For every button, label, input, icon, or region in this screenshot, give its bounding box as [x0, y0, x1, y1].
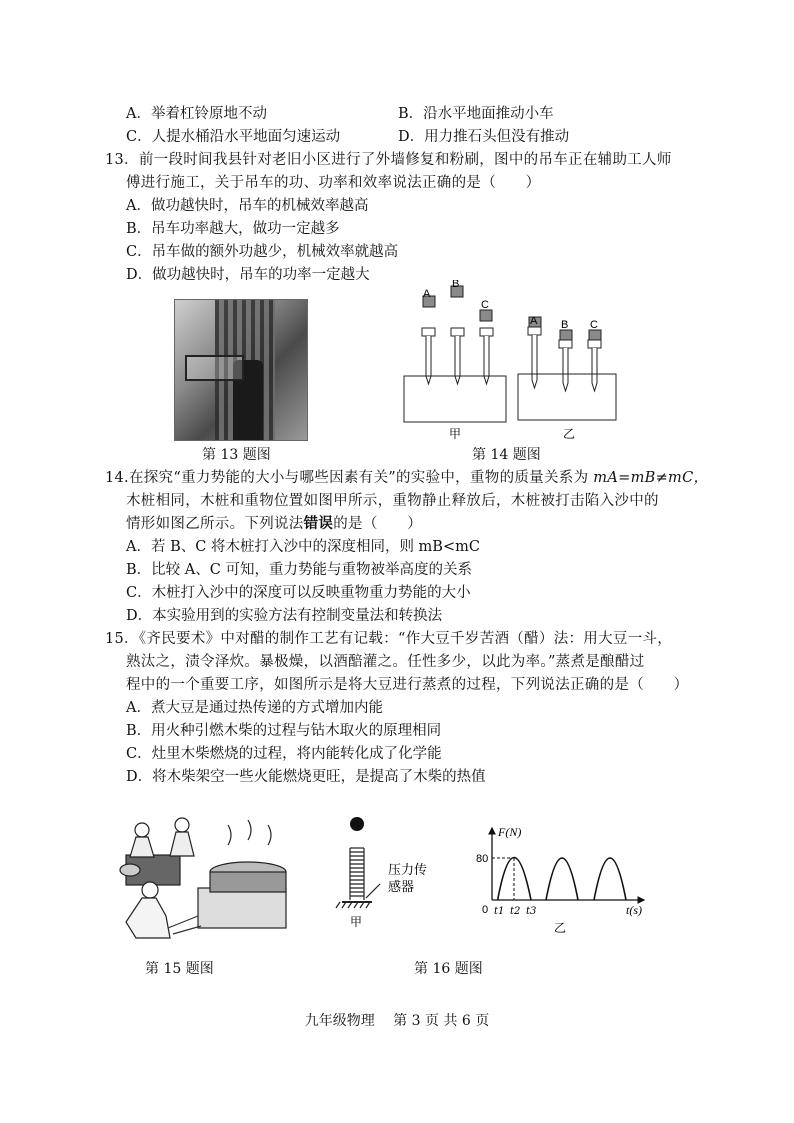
label-jia-14: 甲: [449, 427, 462, 441]
q15-option-c: C．灶里木柴燃烧的过程，将内能转化成了化学能: [126, 746, 442, 762]
force-curve-3: [594, 858, 626, 900]
label-jia-16: 甲: [350, 915, 363, 929]
y-value-80: 80: [476, 853, 489, 865]
label-b-jia: B: [452, 280, 460, 290]
weight-c-jia: [480, 310, 492, 321]
figure16-jia-apparatus: [330, 810, 450, 940]
q13-option-b: B．吊车功率越大，做功一定越多: [126, 221, 340, 237]
y-axis-label: F(N): [498, 825, 522, 839]
q15-stem-line3: 程中的一个重要工序，如图所示是将大豆进行蒸煮的过程，下列说法正确的是（ ）: [126, 677, 689, 693]
x-axis-label: t(s): [626, 903, 642, 917]
figure16-force-time-graph: [476, 820, 662, 940]
figure15-caption: 第 15 题图: [145, 961, 214, 977]
q15-option-a: A．煮大豆是通过热传递的方式增加内能: [126, 700, 383, 716]
setup-jia: [404, 286, 506, 422]
q13-option-d: D．做功越快时，吊车的功率一定越大: [126, 267, 370, 283]
crane-photo: [174, 299, 308, 441]
q15-stem-line2: 熟汰之，渍令泽炊。暴极燥，以酒醅灌之。任性多少，以此为率。”蒸煮是酿醋过: [126, 654, 645, 670]
figure13-caption: 第 13 题图: [202, 447, 271, 463]
label-a-yi: A: [530, 315, 538, 327]
q14-mass-relation: mA=mB≠mC，: [593, 470, 709, 486]
q12-option-b: B．沿水平地面推动小车: [398, 106, 554, 122]
setup-yi: [518, 317, 616, 420]
q13-stem-line1: 13．前一段时间我县针对老旧小区进行了外墙修复和粉刷，图中的吊车正在辅助工人师: [105, 152, 672, 168]
label-b-yi: B: [561, 319, 569, 331]
q12-option-d: D．用力推石头但没有推动: [398, 129, 570, 145]
q14-stem-line1: 14.在探究“重力势能的大小与哪些因素有关”的实验中，重物的质量关系为 mA=mB≠mC，: [105, 470, 709, 486]
origin-label: 0: [482, 904, 489, 916]
work-basket: [185, 355, 244, 381]
tick-t2: t2: [510, 906, 521, 917]
page-footer: 九年级物理 第 3 页 共 6 页: [304, 1013, 490, 1029]
spring: [336, 848, 380, 908]
q14-option-a: A．若 B、C 将木桩打入沙中的深度相同，则 mB<mC: [126, 539, 480, 555]
figure14-caption: 第 14 题图: [472, 447, 541, 463]
tick-t3: t3: [526, 906, 537, 917]
q13-option-c: C．吊车做的额外功越少，机械效率就越高: [126, 244, 399, 260]
label-c-jia: C: [481, 299, 489, 311]
sensor-label-1: 压力传: [388, 863, 428, 878]
q14-option-d: D．本实验用到的实验方法有控制变量法和转换法: [126, 608, 443, 624]
force-curve-2: [546, 858, 578, 900]
label-yi-14: 乙: [563, 427, 576, 441]
q14-option-b: B．比较 A、C 可知，重力势能与重物被举高度的关系: [126, 562, 472, 578]
figure15-illustration: [108, 800, 294, 950]
sensor-label-2: 感器: [388, 880, 415, 895]
ball: [350, 817, 364, 831]
q13-option-a: A．做功越快时，吊车的机械效率越高: [126, 198, 369, 214]
q15-option-b: B．用火种引燃木柴的过程与钻木取火的原理相同: [126, 723, 442, 739]
q15-stem-line1: 15．《齐民要术》中对醋的制作工艺有记载：“作大豆千岁苦酒（醋）法：用大豆一斗，: [105, 631, 673, 647]
label-c-yi: C: [590, 319, 598, 331]
label-yi-16: 乙: [554, 921, 567, 935]
q13-stem-line2: 傅进行施工，关于吊车的功、功率和效率说法正确的是（ ）: [126, 175, 541, 191]
label-a-jia: A: [423, 288, 431, 300]
figure14-diagram: [396, 280, 626, 445]
q14-option-c: C．木桩打入沙中的深度可以反映重物重力势能的大小: [126, 585, 471, 601]
q12-option-a: A．举着杠铃原地不动: [126, 106, 267, 122]
q14-emphasis: 错误: [303, 515, 334, 532]
q12-option-c: C．人提水桶沿水平地面匀速运动: [126, 129, 341, 145]
q14-stem-line2: 木桩相同，木桩和重物位置如图甲所示，重物静止释放后，木桩被打击陷入沙中的: [126, 493, 659, 509]
figure16-caption: 第 16 题图: [414, 961, 483, 977]
q14-stem-line3: 情形如图乙所示。下列说法错误的是（ ）: [126, 515, 423, 532]
q15-option-d: D．将木柴架空一些火能燃烧更旺，是提高了木柴的热值: [126, 769, 486, 785]
stove-base: [198, 888, 286, 928]
tick-t1: t1: [494, 906, 505, 917]
